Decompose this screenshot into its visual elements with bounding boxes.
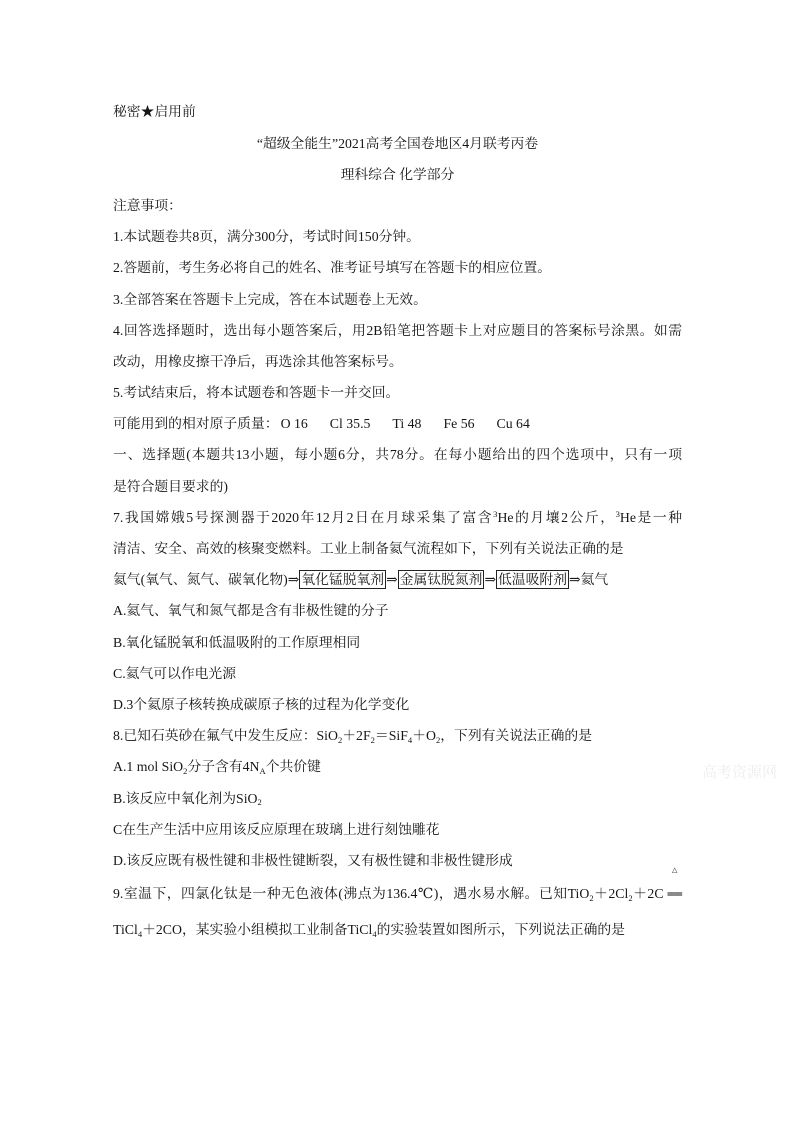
q8-option-a-text: 个共价键	[265, 759, 321, 775]
notice-item-5: 5.考试结束后，将本试题卷和答题卡一并交回。	[113, 385, 400, 401]
q7-stem-line-2: 清洁、安全、高效的核聚变燃料。工业上制备氦气流程如下，下列有关说法正确的是	[113, 541, 624, 557]
q8-option-b	[113, 783, 682, 814]
q7-stem-text: 7.我国嫦娥5号探测器于2020年12月2日在月球采集了富含	[113, 509, 494, 525]
q8-stem-text: 8.已知石英砂在氟气中发生反应：SiO	[113, 728, 338, 744]
atomic-mass-iron: Fe 56	[443, 416, 475, 432]
flow-arrow-icon: ⇒	[569, 572, 581, 588]
notice-item-3: 3.全部答案在答题卡上完成，答在本试题卷上无效。	[113, 291, 427, 307]
flow-step-box: 氧化锰脱氧剂	[301, 572, 385, 588]
reaction-equals-sign: ══	[667, 887, 682, 902]
q9-stem-text: 9.室温下，四氯化钛是一种无色液体(沸点为136.4℃)，遇水易水解。已知TiO	[113, 886, 590, 902]
notice-item-4-line-1: 4.回答选择题时，选出每小题答案后，用2B铅笔把答题卡上对应题目的答案标号涂黑。如需	[113, 322, 682, 338]
flow-arrow-icon: ⇒	[484, 572, 497, 588]
q8-stem-text: ＝SiF	[374, 728, 408, 744]
q9-stem-text: ＋2CO，某实验小组模拟工业制备TiCl	[142, 922, 373, 938]
q8-option-a-text: 分子含有4N	[187, 759, 260, 775]
notice-item-4-line-2: 改动，用橡皮擦干净后，再选涂其他答案标号。	[113, 353, 403, 369]
atomic-mass-label: 可能用到的相对原子质量：	[113, 416, 279, 432]
q9-stem-text: TiCl	[113, 922, 138, 938]
subscript: 4	[407, 734, 413, 745]
confidential-mark: 秘密★启用前	[113, 104, 196, 120]
atomic-mass-titanium: Ti 48	[392, 416, 422, 432]
q7-option-c: C.氦气可以作电光源	[113, 665, 237, 681]
flow-arrow-icon: ⇒	[287, 572, 300, 588]
heating-triangle-icon: △	[672, 866, 678, 875]
q8-option-a	[113, 751, 682, 782]
subscript: 2	[589, 892, 594, 903]
q7-option-d: D.3个氦原子核转换成碳原子核的过程为化学变化	[113, 696, 410, 712]
page-content	[113, 96, 682, 948]
q7-option-b: B.氧化锰脱氧和低温吸附的工作原理相同	[113, 634, 361, 650]
superscript: 3	[493, 508, 498, 519]
q9-stem-text: ＋2Cl	[593, 886, 629, 902]
atomic-mass-line	[113, 408, 682, 439]
q8-option-a-text: A.1 mol SiO	[113, 759, 184, 775]
flow-step-box: 低温吸附剂	[498, 572, 567, 588]
flow-end: 氦气	[580, 572, 609, 588]
notice-item-2: 2.答题前，考生务必将自己的姓名、准考证号填写在答题卡的相应位置。	[113, 260, 552, 276]
notice-item-1: 1.本试题卷共8页，满分300分，考试时间150分钟。	[113, 229, 420, 245]
notice-heading: 注意事项：	[113, 197, 182, 213]
q8-option-b-text: B.该反应中氧化剂为SiO	[113, 790, 258, 806]
q8-stem	[113, 720, 682, 751]
subscript: 2	[183, 766, 188, 777]
subscript: 2	[257, 797, 262, 808]
subscript: 4	[372, 928, 377, 939]
q9-stem-line-1	[113, 866, 682, 912]
q8-stem-text: ，下列有关说法正确的是	[440, 728, 592, 744]
q9-stem-line-2	[113, 912, 682, 948]
watermark: 高考资源网	[702, 763, 778, 781]
section-heading-line-2: 是符合题目要求的)	[113, 478, 228, 494]
q9-stem-text: 的实验装置如图所示，下列说法正确的是	[376, 922, 625, 938]
subscript: 2	[435, 734, 441, 745]
q8-option-c: C在生产生活中应用该反应原理在玻璃上进行刻蚀雕花	[113, 821, 440, 837]
exam-subtitle: 理科综合 化学部分	[340, 166, 455, 182]
subscript: 4	[137, 928, 143, 939]
q7-stem-line-1	[113, 502, 682, 533]
atomic-mass-copper: Cu 64	[496, 416, 530, 432]
atomic-mass-oxygen: O 16	[280, 416, 308, 432]
q9-stem-text: ＋2C	[632, 886, 664, 902]
q8-stem-text: ＋2F	[342, 728, 371, 744]
section-heading-line-1: 一、选择题(本题共13小题，每小题6分，共78分。在每小题给出的四个选项中，只有一项	[113, 447, 682, 463]
q7-stem-text: He是一种	[619, 509, 682, 525]
q8-option-d: D.该反应既有极性键和非极性键断裂，又有极性键和非极性键形成	[113, 852, 513, 868]
flow-start: 氦气(氧气、氮气、碳氧化物)	[113, 572, 288, 588]
flow-step-box: 金属钛脱氮剂	[399, 572, 483, 588]
heating-condition-sign	[667, 866, 682, 912]
superscript: 3	[615, 508, 620, 519]
subscript: 2	[628, 892, 633, 903]
exam-title: “超级全能生”2021高考全国卷地区4月联考丙卷	[256, 135, 539, 151]
subscript: 2	[337, 734, 343, 745]
flow-arrow-icon: ⇒	[386, 572, 398, 588]
q7-stem-text: He的月壤2公斤，	[497, 509, 616, 525]
subscript: A	[259, 766, 266, 777]
q7-process-flow	[113, 564, 682, 595]
atomic-mass-chlorine: Cl 35.5	[329, 416, 371, 432]
q8-stem-text: ＋O	[412, 728, 436, 744]
q7-option-a: A.氦气、氧气和氮气都是含有非极性键的分子	[113, 603, 389, 619]
subscript: 2	[370, 734, 375, 745]
